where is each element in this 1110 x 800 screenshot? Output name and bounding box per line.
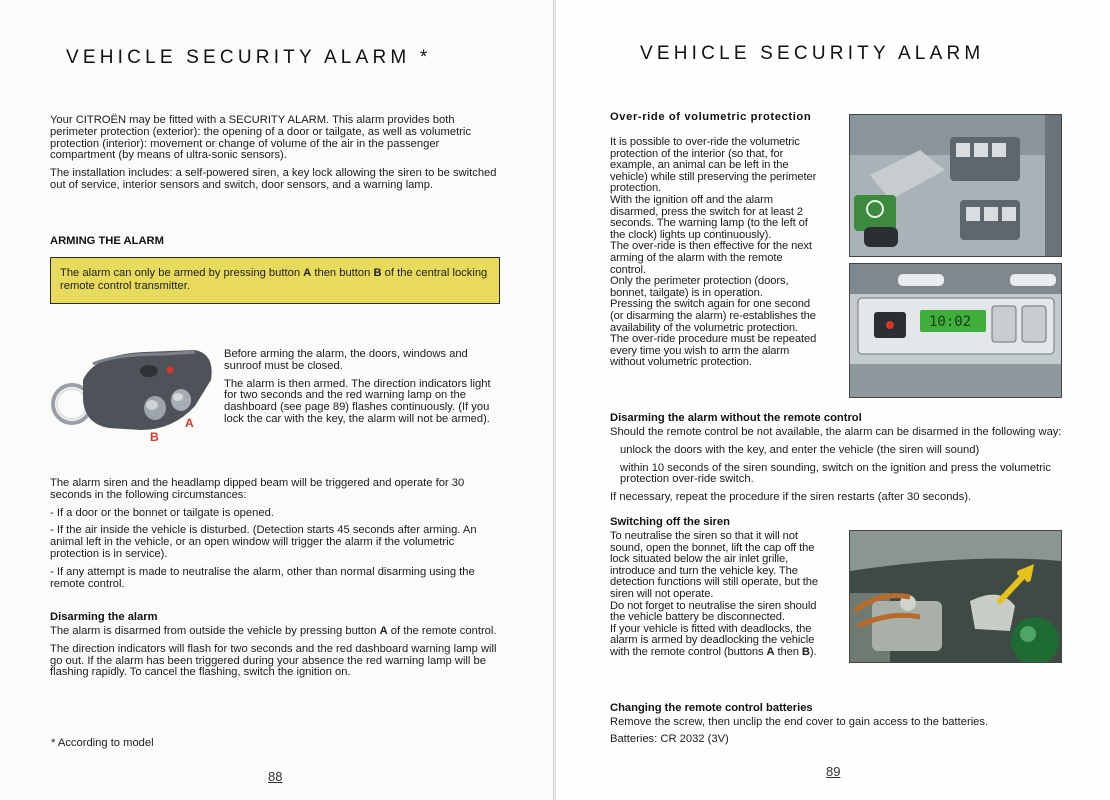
page-number: 88 — [268, 769, 283, 784]
arming-heading: ARMING THE ALARM — [50, 235, 164, 247]
trigger-item: - If a door or the bonnet or tailgate is opened. — [50, 506, 274, 519]
override-paragraph: Only the perimeter protection (doors, bonnet, tailgate) is in operation. — [610, 275, 789, 299]
siren-text-part: If your vehicle is fitted with deadlocks, the alarm is armed by deadlocking the vehicle with the remote control (buttons — [610, 622, 815, 658]
clock-panel-photo — [849, 263, 1062, 398]
page-number: 89 — [826, 764, 841, 779]
no-remote-paragraph: Should the remote control be not available, the alarm can be disarmed in the following way: — [610, 426, 1062, 438]
override-switch-photo — [849, 114, 1062, 257]
page-title: VEHICLE SECURITY ALARM * — [66, 47, 432, 68]
disarm-paragraph-1 — [50, 626, 501, 638]
siren-paragraph: To neutralise the siren so that it will not sound, open the bonnet, lift the cap off the lock situated below the air inlet grille, introduce and turn the vehicle key. The detection functions will still operate, but the siren will not operate. — [610, 530, 818, 600]
no-remote-step-1: unlock the doors with the key, and enter the vehicle (the siren will sound) — [620, 443, 980, 456]
arming-step-2: The alarm is then armed. The direction indicators light for two seconds and the red warning lamp on the dashboard (see page 89) flashes continuously. (If you lock the car with the key, the alarm will not be armed). — [224, 377, 491, 425]
trigger-item: - If the air inside the vehicle is disturbed. (Detection starts 45 seconds after arming. An animal left in the vehicle, or an open window will trigger the alarm if the volumetric protection is in service). — [50, 524, 477, 560]
arming-notice-box — [50, 257, 500, 304]
arming-step-1: Before arming the alarm, the doors, windows and sunroof must be closed. — [224, 348, 468, 372]
override-paragraph: It is possible to over-ride the volumetric protection of the interior (so that, for example, an animal can be left in the vehicle) while still preserving the perimeter protection. — [610, 136, 817, 195]
siren-button-b: B — [801, 645, 810, 658]
intro-text — [50, 115, 501, 198]
override-heading: Over-ride of volumetric protection — [610, 111, 812, 123]
remote-label-b: B — [150, 430, 159, 444]
siren-text-part: ). — [809, 645, 817, 658]
override-paragraph: With the ignition off and the alarm disarmed, press the switch for at least 2 seconds. The warning lamp (to the left of the clock) lights up continuously). — [610, 193, 808, 241]
no-remote-paragraph: If necessary, repeat the procedure if the siren restarts (after 30 seconds). — [610, 491, 972, 504]
siren-location-icon — [850, 531, 1061, 662]
disarm-text-part: The alarm is disarmed from outside the vehicle by pressing button — [50, 625, 380, 637]
left-page — [0, 0, 553, 800]
right-page — [556, 0, 1110, 800]
batteries-heading: Changing the remote control batteries — [610, 702, 813, 714]
batteries-type: Batteries: CR 2032 (3V) — [610, 732, 729, 745]
trigger-intro: The alarm siren and the headlamp dipped beam will be triggered and operate for 30 seconds in the following circumstances: — [50, 477, 465, 501]
remote-label-a: A — [185, 416, 194, 430]
notice-button-a: A — [303, 267, 312, 279]
no-remote-heading: Disarming the alarm without the remote control — [610, 412, 862, 424]
engine-bay-photo — [849, 530, 1062, 663]
batteries-paragraph: Remove the screw, then unclip the end cover to gain access to the batteries. — [610, 716, 989, 728]
siren-text — [610, 531, 819, 659]
notice-text: then button — [311, 267, 374, 279]
disarm-text — [50, 626, 501, 685]
no-remote-text — [610, 427, 1062, 510]
page-title: VEHICLE SECURITY ALARM — [640, 43, 985, 64]
siren-heading: Switching off the siren — [610, 516, 730, 528]
batteries-text — [610, 717, 1062, 752]
notice-button-b: B — [373, 267, 382, 279]
intro-paragraph-1: Your CITROËN may be fitted with a SECURITY ALARM. This alarm provides both perimeter protection (exterior): the opening of a door or tailgate, as well as volumetric protection (interior): movement or change of volume of the air in the passenger compartment (by means of ultra-sonic sensors). — [50, 114, 471, 162]
disarm-paragraph-2: The direction indicators will flash for two seconds and the red dashboard warning lamp will go out. If the alarm has been triggered during your absence the red warning lamp will be flashing rapidly. To cancel the flashing, switch the ignition on. — [50, 642, 497, 679]
override-paragraph: The over-ride is then effective for the next arming of the alarm with the remote control. — [610, 240, 812, 276]
dashboard-clock-icon — [850, 264, 1061, 397]
siren-paragraph: Do not forget to neutralise the siren should the vehicle battery be disconnected. — [610, 599, 817, 624]
dashboard-switch-icon — [850, 115, 1061, 256]
disarm-text-part: of the remote control. — [387, 625, 497, 637]
clock-display: 10:02 — [929, 314, 972, 330]
disarm-button-a: A — [379, 625, 388, 637]
siren-button-a: A — [766, 645, 775, 658]
disarm-heading: Disarming the alarm — [50, 611, 158, 623]
override-text — [610, 137, 817, 369]
override-paragraph: Pressing the switch again for one second (or disarming the alarm) re-establishes the availability of the volumetric protection. — [610, 298, 816, 334]
arming-steps — [224, 349, 501, 432]
no-remote-step-2: within 10 seconds of the siren sounding, switch on the ignition and press the volumetric protection over-ride switch. — [620, 461, 1051, 486]
siren-paragraph — [610, 624, 819, 659]
remote-control-illustration — [45, 340, 220, 450]
footnote: * According to model — [51, 737, 154, 749]
notice-text: of the central locking remote control transmitter. — [60, 267, 488, 292]
remote-control-icon — [45, 340, 220, 450]
intro-paragraph-2: The installation includes: a self-powered siren, a key lock allowing the siren to be switched out of service, interior sensors and switch, door sensors, and a warning lamp. — [50, 167, 497, 191]
override-paragraph: The over-ride procedure must be repeated every time you wish to arm the alarm without volumetric protection. — [610, 333, 817, 369]
siren-text-part: then — [774, 645, 802, 658]
notice-text: The alarm can only be armed by pressing button — [60, 267, 304, 279]
trigger-list — [50, 478, 501, 596]
trigger-item: - If any attempt is made to neutralise the alarm, other than normal disarming using the remote control. — [50, 565, 475, 590]
